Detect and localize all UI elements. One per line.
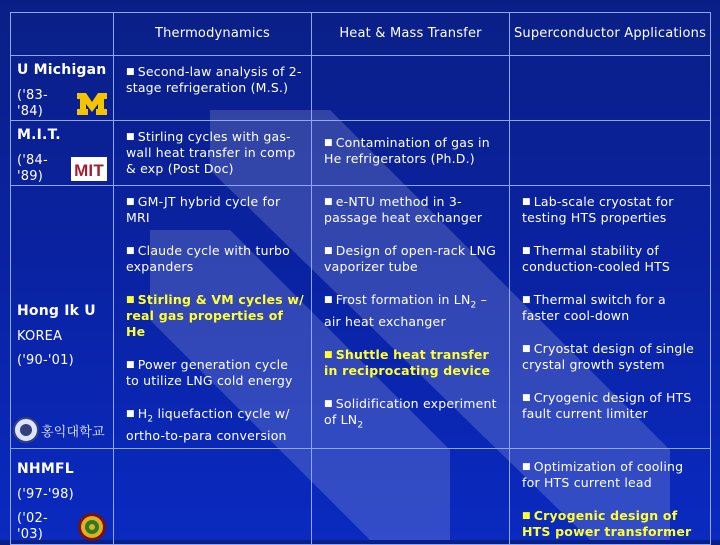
- list-item: ■ GM-JT hybrid cycle for MRI: [126, 194, 281, 225]
- mit-heat-cell: [312, 121, 510, 186]
- hongik-super-cell: [510, 186, 711, 449]
- institution-years: ('97-'98): [17, 486, 74, 502]
- svg-text:홍익대학교: 홍익대학교: [41, 424, 105, 440]
- header-heat-mass-transfer: Heat & Mass Transfer: [312, 13, 510, 56]
- header-thermodynamics: Thermodynamics: [114, 13, 312, 56]
- list-item: ■ Solidification experiment of $LN_2$: [324, 395, 497, 430]
- header-row: [11, 13, 711, 56]
- institution-name: U Michigan: [17, 62, 107, 78]
- list-item-highlighted: ■ Stirling & VM cycles w/ real gas properties of He: [126, 292, 304, 339]
- list-item: ■ e-NTU method in 3-passage heat exchanger: [324, 194, 483, 225]
- row-nhmfl: [11, 448, 711, 544]
- research-history-table: [10, 12, 711, 545]
- row-hongik: [11, 186, 711, 449]
- institution-years: ('02-'03): [17, 510, 48, 542]
- list-item: ■ Claude cycle with turbo expanders: [126, 243, 291, 274]
- nhmfl-super-cell: [510, 448, 711, 544]
- institution-name: M.I.T.: [17, 127, 61, 143]
- list-item: ■ Contamination of gas in He refrigerators (Ph.D.): [324, 135, 490, 166]
- list-item-highlighted: ■ Cryogenic design of HTS power transformer: [522, 507, 692, 539]
- institution-years: ('90-'01): [17, 352, 74, 368]
- umich-thermodynamics-cell: [114, 56, 312, 121]
- umich-block-m-logo: [77, 93, 107, 115]
- mit-logo: [71, 157, 107, 181]
- hongik-heat-cell: [312, 186, 510, 449]
- header-empty: [11, 13, 114, 56]
- list-item: ■ Thermal stability of conduction-cooled HTS: [522, 243, 671, 274]
- nhmfl-thermodynamics-cell: [114, 448, 312, 544]
- hongik-logo: [13, 416, 111, 444]
- list-item: ■ Cryogenic design of HTS fault current limiter: [522, 390, 692, 421]
- umich-super-cell: [510, 56, 711, 121]
- umich-heat-cell: [312, 56, 510, 121]
- nhmfl-seal-logo: [77, 512, 107, 542]
- row-mit: [11, 121, 711, 186]
- hongik-thermodynamics-cell: [114, 186, 312, 449]
- institution-nhmfl: [11, 448, 114, 544]
- row-umich: [11, 56, 711, 121]
- institution-name: Hong Ik U: [17, 302, 96, 319]
- mit-thermodynamics-cell: [114, 121, 312, 186]
- list-item: ■ Design of open-rack LNG vaporizer tube: [324, 243, 497, 274]
- header-superconductor-applications: Superconductor Applications: [510, 13, 711, 56]
- list-item: ■ $H_2$ liquefaction cycle w/ ortho-to-para conversion: [126, 406, 290, 443]
- institution-years: ('83-'84): [17, 88, 48, 119]
- list-item: ■ Cryostat design of single crystal growth system: [522, 341, 695, 372]
- list-item: ■ Optimization of cooling for HTS current lead: [522, 458, 684, 490]
- list-item: ■ Power generation cycle to utilize LNG cold energy: [126, 357, 293, 388]
- list-item: ■ Stirling cycles with gas-wall heat transfer in comp & exp (Post Doc): [126, 129, 296, 176]
- list-item: ■ Frost formation in $LN_2$ – air heat exchanger: [324, 292, 488, 329]
- institution-years: ('84-'89): [17, 153, 48, 184]
- institution-umich: [11, 56, 114, 121]
- institution-country: KOREA: [17, 328, 63, 344]
- list-item: ■ Second-law analysis of 2-stage refrigeration (M.S.): [126, 64, 302, 95]
- svg-text:MIT: MIT: [74, 161, 104, 180]
- list-item-highlighted: ■ Shuttle heat transfer in reciprocating device: [324, 346, 491, 378]
- mit-super-cell: [510, 121, 711, 186]
- institution-hongik: [11, 186, 114, 449]
- institution-name: NHMFL: [17, 460, 74, 477]
- list-item: ■ Lab-scale cryostat for testing HTS properties: [522, 194, 674, 225]
- institution-mit: [11, 121, 114, 186]
- nhmfl-heat-cell: [312, 448, 510, 544]
- list-item: ■ Thermal switch for a faster cool-down: [522, 292, 666, 323]
